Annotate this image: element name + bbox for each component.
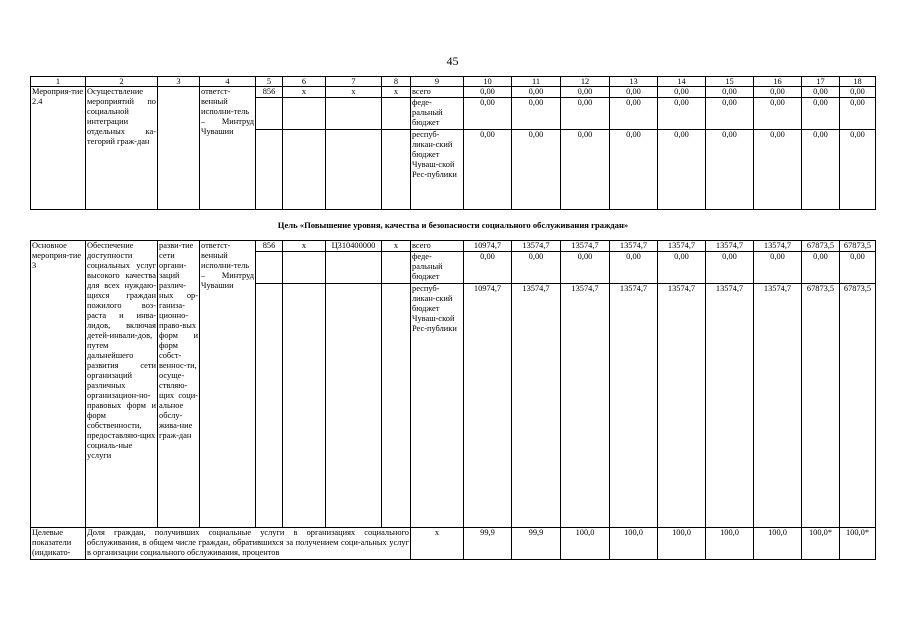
measure-name: Основное мероприя-тие 3 xyxy=(31,241,86,528)
value-cell: 0,00 xyxy=(610,98,658,130)
measure-name: Мероприя-тие 2.4 xyxy=(31,87,86,210)
value-cell: 67873,5 xyxy=(840,284,876,528)
value-cell: 0,00 xyxy=(561,98,610,130)
indicator-value: 100,0 xyxy=(561,528,610,560)
empty-cell xyxy=(382,252,411,284)
value-cell: 13574,7 xyxy=(610,284,658,528)
value-cell: 0,00 xyxy=(512,130,561,210)
value-cell: 13574,7 xyxy=(706,284,754,528)
empty-cell xyxy=(256,252,283,284)
page-number: 45 xyxy=(446,54,459,68)
value-cell: 0,00 xyxy=(610,87,658,98)
indicator-value: 100,0 xyxy=(658,528,706,560)
value-cell: 0,00 xyxy=(464,130,512,210)
indicator-row xyxy=(31,528,876,560)
code-csr: x xyxy=(326,87,382,98)
col-header: 7 xyxy=(326,77,382,87)
value-cell: 13574,7 xyxy=(658,241,706,252)
indicator-value: 100,0* xyxy=(802,528,840,560)
code-grbs: 856 xyxy=(256,87,283,98)
value-cell: 0,00 xyxy=(754,130,802,210)
value-cell: 0,00 xyxy=(658,252,706,284)
funding-source: респуб-ликан-ский бюджет Чуваш-ской Рес-публики xyxy=(411,130,464,210)
empty-cell xyxy=(382,98,411,130)
value-cell: 0,00 xyxy=(706,87,754,98)
measure-col3: разви-тие сети органи-заций различ-ных ор-ганиза-ционно-право-вых форм и форм собст-веннос-ти, осуще-ствляю-щих соци-альное обслу-жива-ние граж-дан xyxy=(158,241,200,528)
value-cell: 0,00 xyxy=(561,252,610,284)
empty-cell xyxy=(256,284,283,528)
code-vr: x xyxy=(382,87,411,98)
empty-cell xyxy=(256,130,283,210)
measure-description: Обеспечение доступности социальных услуг высокого качества для всех нуждаю-щихся граждан пожилого воз-раста и инва-лидов, включая детей-инвали-дов, путем дальнейшего развития сети организаций различных организацион-но-правовых форм и форм собственности, предоставляю-щих социаль-ные услуги xyxy=(86,241,158,528)
col-header: 4 xyxy=(200,77,256,87)
col-header: 13 xyxy=(610,77,658,87)
measure-executor: ответст-венный исполни-тель – Минтруд Чувашии xyxy=(200,87,256,210)
column-number-row xyxy=(31,77,876,87)
col-header: 2 xyxy=(86,77,158,87)
funding-source: респуб-ликан-ский бюджет Чуваш-ской Рес-публики xyxy=(411,284,464,528)
value-cell: 0,00 xyxy=(754,252,802,284)
code-rzpr: x xyxy=(283,241,326,252)
measure-executor: ответст-венный исполни-тель – Минтруд Чувашии xyxy=(200,241,256,528)
value-cell: 0,00 xyxy=(610,252,658,284)
value-cell: 0,00 xyxy=(561,130,610,210)
value-cell: 67873,5 xyxy=(802,241,840,252)
table-row xyxy=(31,241,876,252)
value-cell: 0,00 xyxy=(512,87,561,98)
code-grbs: 856 xyxy=(256,241,283,252)
col-header: 8 xyxy=(382,77,411,87)
value-cell: 0,00 xyxy=(464,98,512,130)
col-header: 18 xyxy=(840,77,876,87)
empty-cell xyxy=(283,252,326,284)
value-cell: 13574,7 xyxy=(561,284,610,528)
col-header: 9 xyxy=(411,77,464,87)
value-cell: 13574,7 xyxy=(610,241,658,252)
indicator-value: 100,0 xyxy=(754,528,802,560)
empty-cell xyxy=(382,284,411,528)
table-row xyxy=(31,87,876,98)
empty-cell xyxy=(326,284,382,528)
value-cell: 0,00 xyxy=(754,98,802,130)
value-cell: 0,00 xyxy=(706,130,754,210)
value-cell: 13574,7 xyxy=(754,241,802,252)
empty-cell xyxy=(283,98,326,130)
value-cell: 13574,7 xyxy=(754,284,802,528)
value-cell: 0,00 xyxy=(658,130,706,210)
value-cell: 0,00 xyxy=(561,87,610,98)
indicator-value: 100,0* xyxy=(840,528,876,560)
value-cell: 0,00 xyxy=(658,87,706,98)
value-cell: 0,00 xyxy=(802,98,840,130)
budget-table xyxy=(30,76,876,560)
value-cell: 0,00 xyxy=(512,98,561,130)
measure-description: Осуществление мероприятий по социальной интеграции отдельных ка-тегорий граж-дан xyxy=(86,87,158,210)
value-cell: 0,00 xyxy=(610,130,658,210)
col-header: 3 xyxy=(158,77,200,87)
value-cell: 0,00 xyxy=(464,252,512,284)
col-header: 16 xyxy=(754,77,802,87)
value-cell: 0,00 xyxy=(754,87,802,98)
empty-cell xyxy=(283,130,326,210)
code-csr: Ц310400000 xyxy=(326,241,382,252)
value-cell: 0,00 xyxy=(840,98,876,130)
code-vr: x xyxy=(382,241,411,252)
funding-source: феде-ральный бюджет xyxy=(411,252,464,284)
funding-source: феде-ральный бюджет xyxy=(411,98,464,130)
value-cell: 0,00 xyxy=(706,98,754,130)
value-cell: 0,00 xyxy=(512,252,561,284)
value-cell: 67873,5 xyxy=(802,284,840,528)
value-cell: 13574,7 xyxy=(706,241,754,252)
empty-cell xyxy=(283,284,326,528)
col-header: 17 xyxy=(802,77,840,87)
indicator-value: 99,9 xyxy=(464,528,512,560)
col-header: 6 xyxy=(283,77,326,87)
col-header: 12 xyxy=(561,77,610,87)
col-header: 14 xyxy=(658,77,706,87)
indicator-value: 100,0 xyxy=(706,528,754,560)
value-cell: 0,00 xyxy=(840,130,876,210)
measure-col3 xyxy=(158,87,200,210)
value-cell: 13574,7 xyxy=(512,284,561,528)
empty-cell xyxy=(326,98,382,130)
value-cell: 10974,7 xyxy=(464,284,512,528)
value-cell: 0,00 xyxy=(802,252,840,284)
empty-cell xyxy=(326,130,382,210)
value-cell: 13574,7 xyxy=(561,241,610,252)
col-header: 1 xyxy=(31,77,86,87)
col-header: 15 xyxy=(706,77,754,87)
col-header: 5 xyxy=(256,77,283,87)
value-cell: 67873,5 xyxy=(840,241,876,252)
value-cell: 0,00 xyxy=(802,87,840,98)
value-cell: 0,00 xyxy=(840,252,876,284)
empty-cell xyxy=(326,252,382,284)
goal-title: Цель «Повышение уровня, качества и безопасности социального обслуживания граждан» xyxy=(31,210,876,241)
value-cell: 0,00 xyxy=(840,87,876,98)
value-cell: 0,00 xyxy=(706,252,754,284)
indicator-source: x xyxy=(411,528,464,560)
goal-row xyxy=(31,210,876,241)
value-cell: 0,00 xyxy=(464,87,512,98)
value-cell: 0,00 xyxy=(658,98,706,130)
funding-source: всего xyxy=(411,241,464,252)
value-cell: 13574,7 xyxy=(512,241,561,252)
empty-cell xyxy=(256,98,283,130)
value-cell: 0,00 xyxy=(802,130,840,210)
indicator-text: Доля граждан, получивших социальные услуги в организациях социального обслуживания, в общем числе граждан, обратившихся за получением соци-альных услуг в организации социального обслуживания, процентов xyxy=(86,528,411,560)
col-header: 10 xyxy=(464,77,512,87)
value-cell: 13574,7 xyxy=(658,284,706,528)
indicator-value: 99,9 xyxy=(512,528,561,560)
code-rzpr: x xyxy=(283,87,326,98)
indicator-value: 100,0 xyxy=(610,528,658,560)
indicator-label: Целевые показатели (индикато- xyxy=(31,528,86,560)
empty-cell xyxy=(382,130,411,210)
funding-source: всего xyxy=(411,87,464,98)
col-header: 11 xyxy=(512,77,561,87)
value-cell: 10974,7 xyxy=(464,241,512,252)
